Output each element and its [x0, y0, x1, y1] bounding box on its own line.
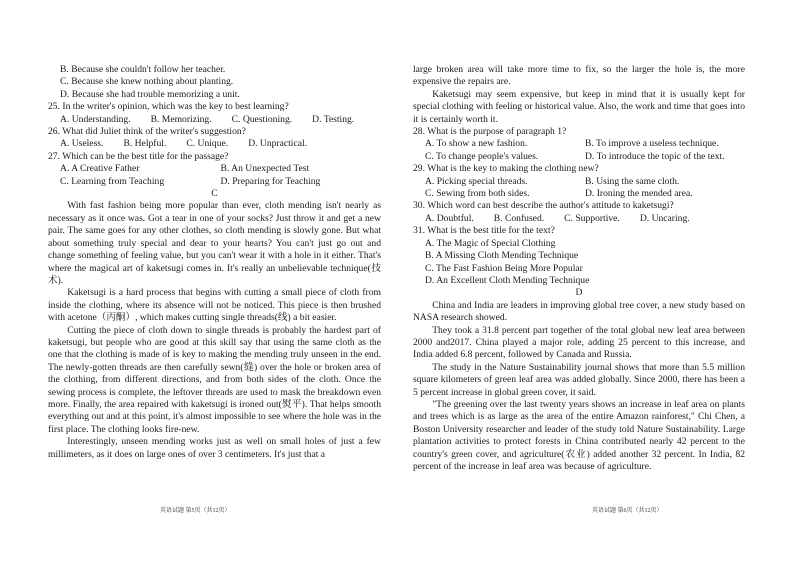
- passage-c-paragraph-2: Kaketsugi is a hard process that begins with cutting a small piece of cloth from inside the clothing, where its absence will not be noticed. This piece is then brushed with acetone（丙酮）, which makes cutting single threads(线) a bit easier.: [48, 287, 381, 324]
- q29-option-d: D. Ironing the mended area.: [585, 188, 693, 200]
- q30-option-b: B. Confused.: [493, 212, 545, 224]
- q29-options: [413, 176, 745, 201]
- q29-option-b: B. Using the same cloth.: [585, 175, 680, 187]
- q26-stem: 26. What did Juliet think of the writer's suggestion?: [48, 126, 246, 138]
- q28-options: [413, 138, 745, 163]
- passage-c-paragraph-3: Cutting the piece of cloth down to single threads is probably the hardest part of kaketsugi, but people who are good at this skill say that using the same cloth as the one that the clothing is made of is key to making the mending truly unseen in the end. The newly-gotten threads are then carefully sewn(缝) over the hole or broken area of the clothing, from different directions, and from both sides of the cloth. Once the sewing process is complete, the leftover threads are used to mask the breakdown even more. Finally, the area repaired with kaketsugi is ironed out(熨平). That helps smooth everything out and at this point, it's almost impossible to see where the hole was in the first place. The clothing looks fire-new.: [48, 324, 381, 435]
- page-footer: 英语试题 第6页（共12页）: [592, 508, 663, 514]
- q28-option-c: C. To change people's values.: [425, 150, 539, 162]
- q25-option-d: D. Testing.: [312, 113, 355, 125]
- passage-c-paragraph-4: Interestingly, unseen mending works just as well on small holes of just a few millimeters, as it does on large ones of over 3 centimeters. It's just that a: [48, 436, 381, 460]
- q25-options: [48, 114, 381, 126]
- q27-option-b: B. An Unexpected Test: [220, 163, 310, 175]
- q26-option-c: C. Unique.: [186, 138, 229, 150]
- q25-option-c: C. Questioning.: [231, 113, 293, 125]
- passage-d-paragraph-3: The study in the Nature Sustainability journal shows that more than 5.5 million square kilometers of green leaf area was added globally. Since 2000, there has been a 5 percent increase in global green cover, it said.: [413, 361, 745, 398]
- q31-option-b: B. A Missing Cloth Mending Technique: [425, 250, 579, 262]
- q27-options: [48, 163, 381, 188]
- q28-stem: 28. What is the purpose of paragraph 1?: [413, 126, 567, 138]
- q31-stem: 31. What is the best title for the text?: [413, 225, 555, 237]
- q27-option-c: C. Learning from Teaching: [60, 175, 165, 187]
- q31-option-a: A. The Magic of Special Clothing: [425, 237, 556, 249]
- passage-c-paragraph-1: With fast fashion being more popular than ever, cloth mending isn't nearly as necessary as it once was. Got a tear in one of your socks? Just throw it and get a new pair. The same goes for any other clothes, so cloth mending is slowly gone. But what about something truly special and dear to your hearts? You can't just go out and change something of feeling value, but you can't wear it with a hole in it either. That's where the magical art of kaketsugi comes in. It's really an unbelievable technique(技术).: [48, 200, 381, 286]
- q28-option-a: A. To show a new fashion.: [425, 138, 528, 150]
- section-c-heading: C: [211, 188, 218, 200]
- q24-option-b: B. Because she couldn't follow her teacher.: [60, 64, 226, 75]
- right-column: [413, 64, 745, 473]
- q26-option-b: B. Helpful.: [123, 138, 167, 150]
- q24-option-d: D. Because she had trouble memorizing a unit.: [60, 88, 240, 100]
- q31-option-c: C. The Fast Fashion Being More Popular: [425, 262, 583, 274]
- passage-d-paragraph-1: China and India are leaders in improving global tree cover, a new study based on NASA research showed.: [413, 299, 745, 324]
- q27-stem: 27. Which can be the best title for the passage?: [48, 150, 229, 162]
- q27-option-d: D. Preparing for Teaching: [220, 175, 321, 187]
- left-column: [48, 64, 381, 461]
- q29-option-a: A. Picking special threads.: [425, 175, 528, 187]
- q29-option-c: C. Sewing from both sides.: [425, 188, 530, 200]
- page-footer: 英语试题 第5页（共12页）: [160, 508, 231, 514]
- q30-option-c: C. Supportive.: [564, 212, 620, 224]
- q25-option-a: A. Understanding.: [60, 113, 131, 125]
- q25-option-b: B. Memorizing.: [150, 113, 212, 125]
- passage-d-paragraph-4: "The greening over the last twenty years shows an increase in leaf area on plants and trees which is as large as the area of the entire Amazon rainforest," Chi Chen, a Boston University researcher and leader of the study told Nature Sustainability. Large plantation activities to protect forests in China contributed nearly 42 percent to the country's green cover, and agriculture(农业) added another 32 percent. In India, 82 percent of the increase in leaf area was because of agriculture.: [413, 398, 745, 472]
- q29-stem: 29. What is the key to making the clothing new?: [413, 163, 599, 175]
- passage-c-paragraph-5: Kaketsugi may seem expensive, but keep in mind that it is usually kept for special clothing with feeling or historical value. Also, the work and time that goes into it is certainly worth it.: [413, 88, 745, 125]
- q30-option-a: A. Doubtful.: [425, 212, 474, 224]
- right-page: [397, 0, 794, 561]
- q30-option-d: D. Uncaring.: [639, 212, 690, 224]
- q26-option-a: A. Useless.: [60, 138, 104, 150]
- q26-options: [48, 138, 381, 150]
- q31-option-d: D. An Excellent Cloth Mending Technique: [425, 274, 590, 286]
- q30-stem: 30. Which word can best describe the author's attitude to kaketsugi?: [413, 200, 674, 212]
- section-d-heading: D: [575, 287, 583, 299]
- q28-option-b: B. To improve a useless technique.: [585, 138, 719, 150]
- q25-stem: 25. In the writer's opinion, which was the key to best learning?: [48, 101, 289, 113]
- q26-option-d: D. Unpractical.: [248, 138, 308, 150]
- passage-d-paragraph-2: They took a 31.8 percent part together of the total global new leaf area between 2000 and2017. China played a major role, adding 25 percent to this increase, and India added 6.8 percent, followed by Canada and Russia.: [413, 324, 745, 361]
- q24-option-c: C. Because she knew nothing about planting.: [60, 76, 234, 88]
- q28-option-d: D. To introduce the topic of the text.: [585, 150, 725, 162]
- passage-c-paragraph-4-cont: large broken area will take more time to fix, so the larger the hole is, the more expensive the repairs are.: [413, 64, 745, 88]
- q30-options: [413, 213, 745, 225]
- q27-option-a: A. A Creative Father: [60, 163, 140, 175]
